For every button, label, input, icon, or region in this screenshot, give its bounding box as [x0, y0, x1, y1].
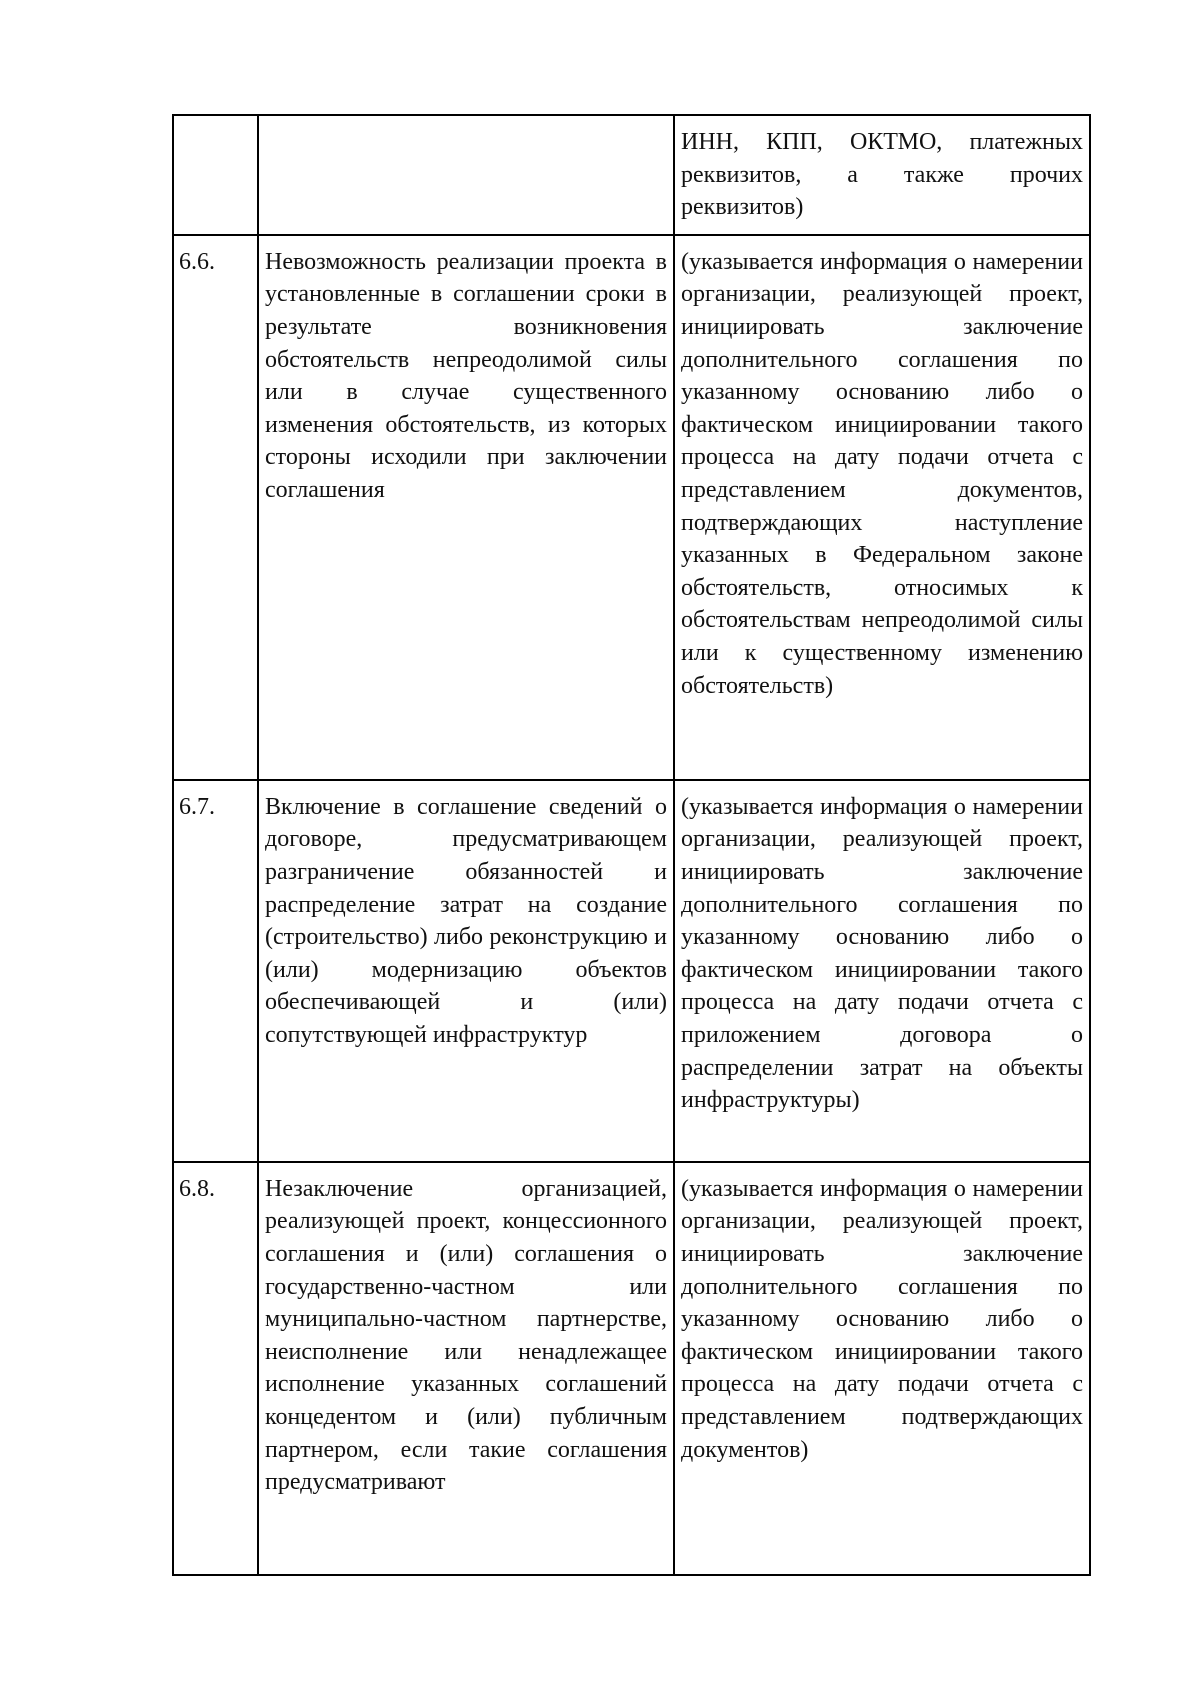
- table-row: [173, 115, 1090, 235]
- info-cell: ИНН, КПП, ОКТМО, платежных реквизитов, а также прочих реквизитов): [674, 115, 1090, 235]
- condition-cell: Невозможность реализации проекта в установленные в соглашении сроки в результате возникновения обстоятельств непреодолимой силы или в случае существенного изменения обстоятельств, из которых стороны исходили при заключении соглашения: [258, 235, 674, 780]
- info-cell: (указывается информация о намерении организации, реализующей проект, инициировать заключение дополнительного соглашения по указанному основанию либо о фактическом инициировании такого процесса на дату подачи отчета с приложением договора о распределении затрат на объекты инфраструктуры): [674, 780, 1090, 1162]
- condition-cell: Включение в соглашение сведений о договоре, предусматривающем разграничение обязанностей и распределение затрат на создание (строительство) либо реконструкцию и (или) модернизацию объектов обеспечивающей и (или) сопутствующей инфраструктур: [258, 780, 674, 1162]
- document-table: [172, 114, 1091, 1576]
- row-number-cell: 6.6.: [173, 235, 258, 780]
- table-row: [173, 780, 1090, 1162]
- condition-cell: Незаключение организацией, реализующей проект, концессионного соглашения и (или) соглашения о государственно-частном или муниципально-частном партнерстве, неисполнение или ненадлежащее исполнение указанных соглашений концедентом и (или) публичным партнером, если такие соглашения предусматривают: [258, 1162, 674, 1575]
- table-row: [173, 235, 1090, 780]
- info-cell: (указывается информация о намерении организации, реализующей проект, инициировать заключение дополнительного соглашения по указанному основанию либо о фактическом инициировании такого процесса на дату подачи отчета с представлением подтверждающих документов): [674, 1162, 1090, 1575]
- condition-cell: [258, 115, 674, 235]
- info-cell: (указывается информация о намерении организации, реализующей проект, инициировать заключение дополнительного соглашения по указанному основанию либо о фактическом инициировании такого процесса на дату подачи отчета с представлением документов, подтверждающих наступление указанных в Федеральном законе обстоятельств, относимых к обстоятельствам непреодолимой силы или к существенному изменению обстоятельств): [674, 235, 1090, 780]
- row-number-cell: 6.7.: [173, 780, 258, 1162]
- table-row: [173, 1162, 1090, 1575]
- row-number-cell: 6.8.: [173, 1162, 258, 1575]
- row-number-cell: [173, 115, 258, 235]
